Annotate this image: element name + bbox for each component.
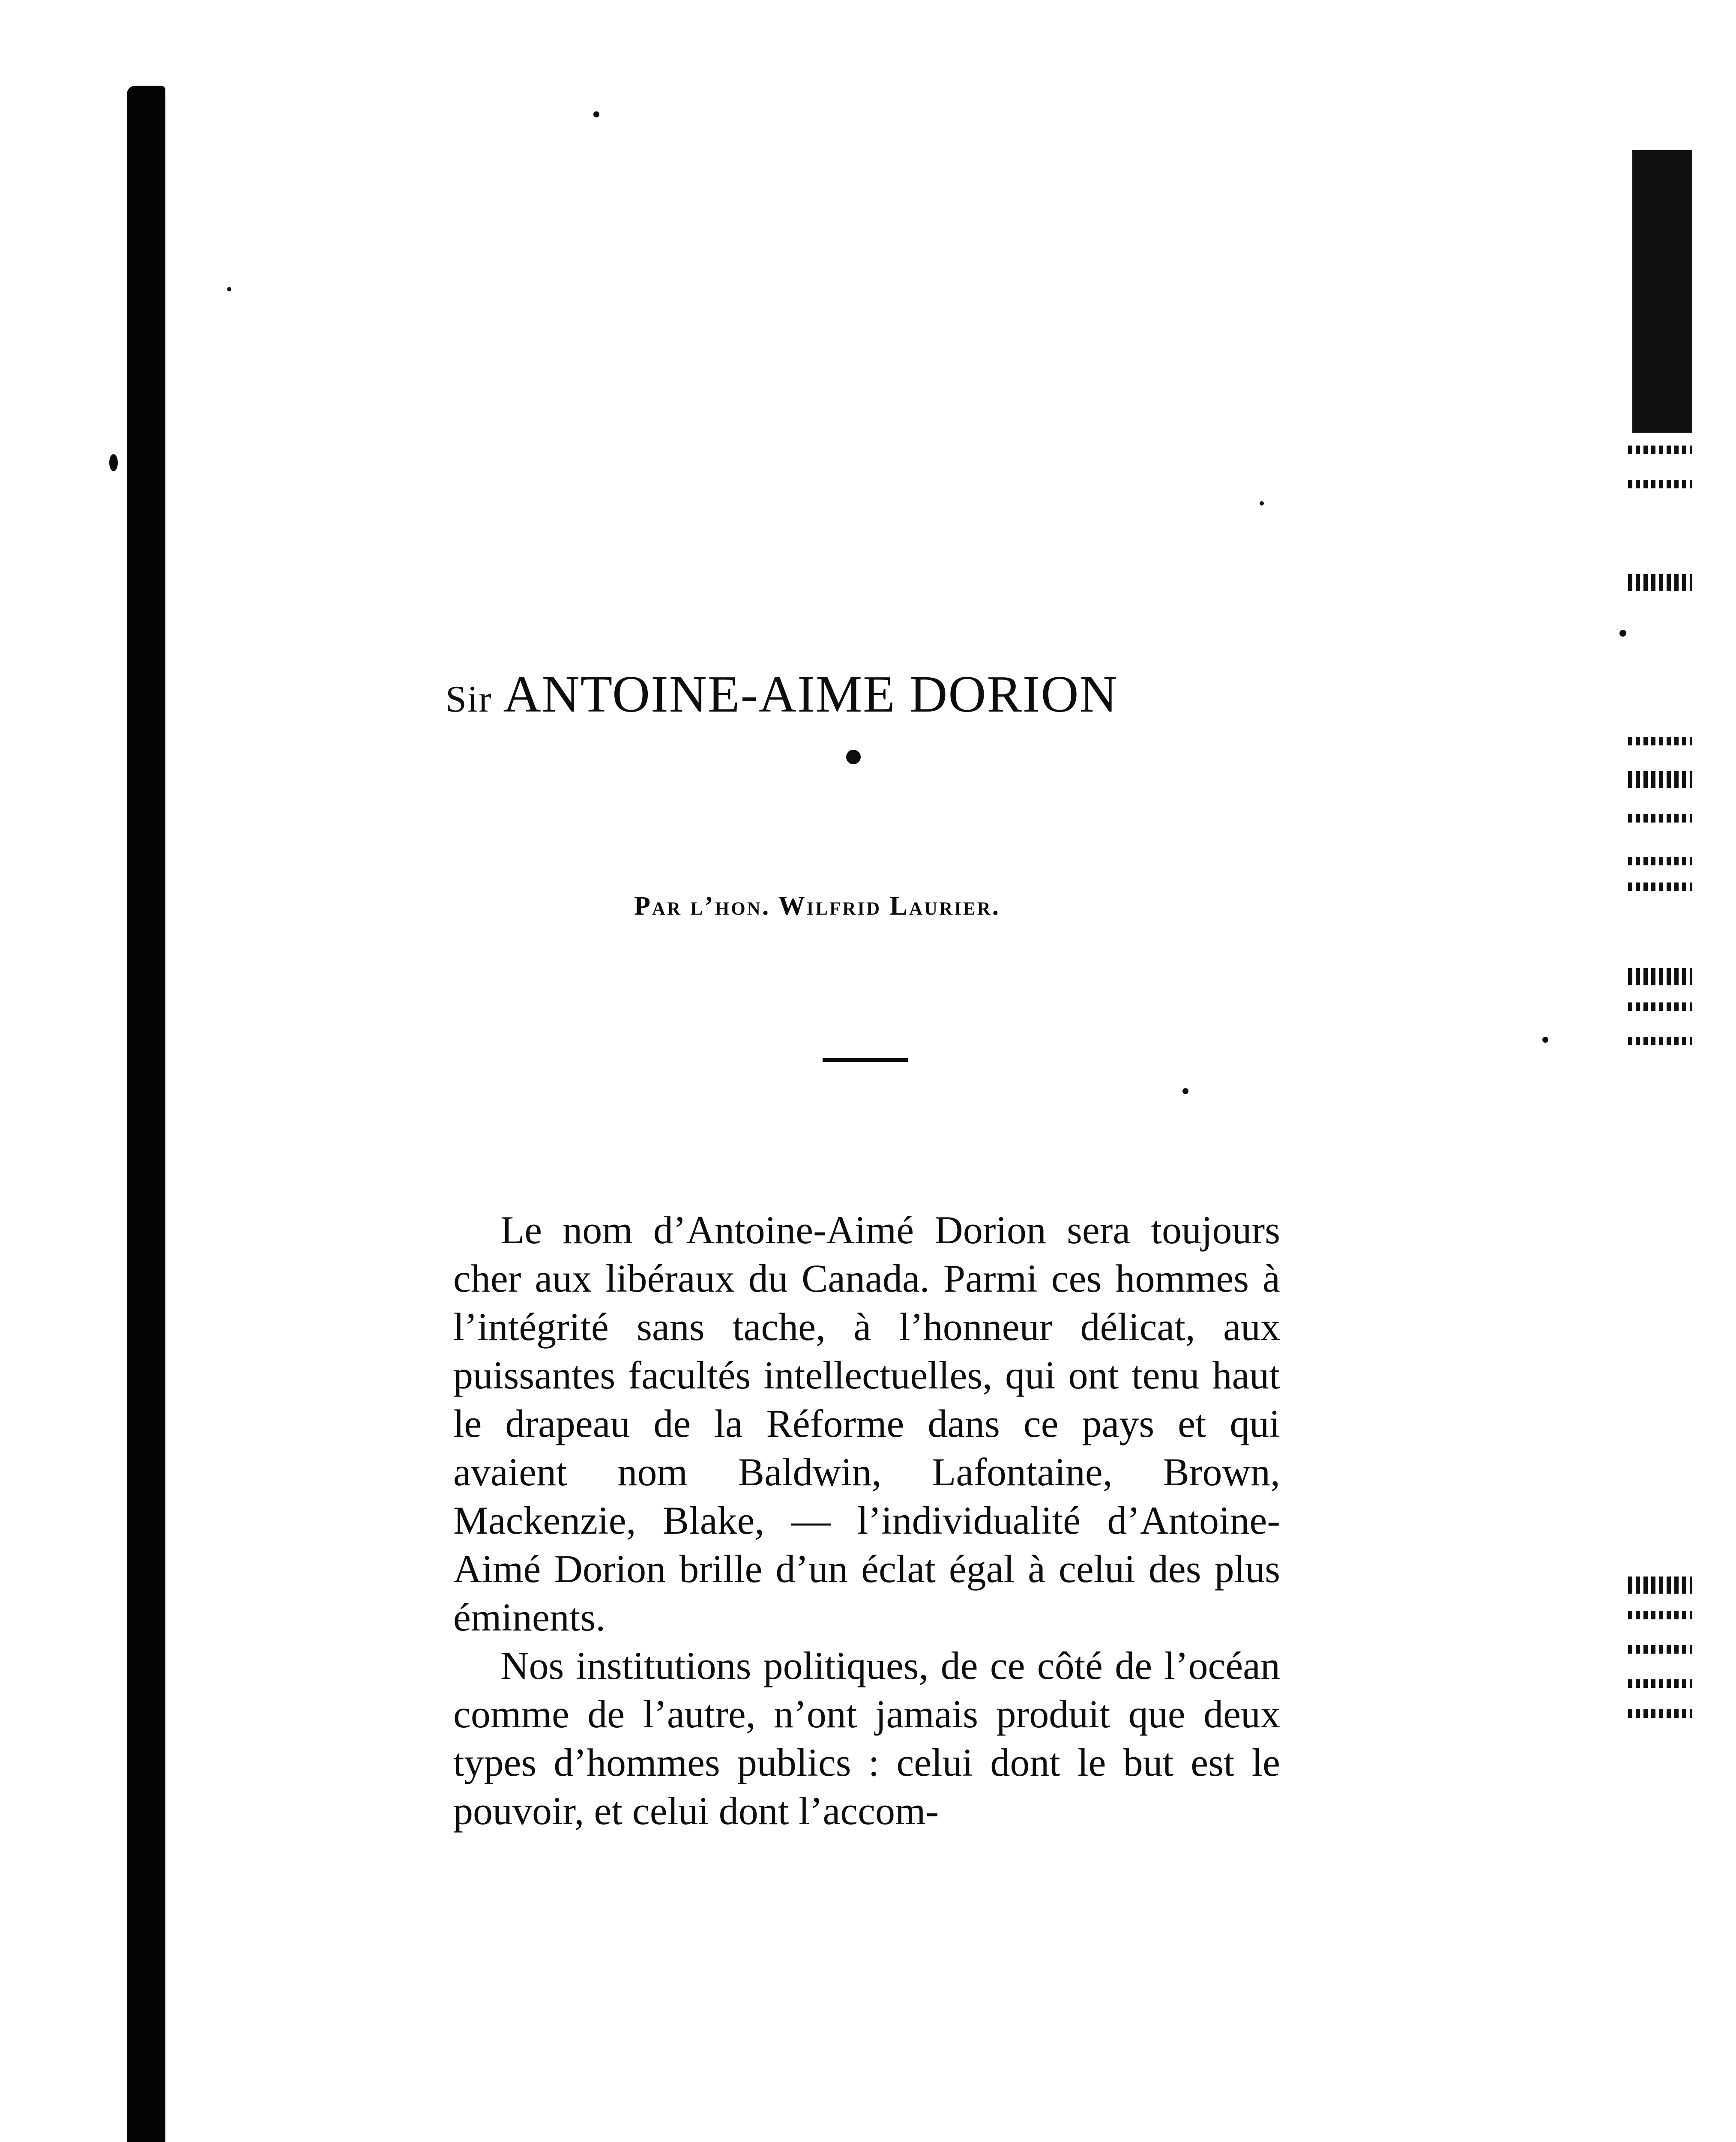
right-edge-marks — [1628, 771, 1692, 788]
right-edge-marks — [1628, 857, 1692, 865]
paragraph: Le nom d’Antoine-Aimé Dorion sera toujours cher aux libéraux du Canada. Parmi ces hommes à l’intégrité sans tache, à l’honneur délicat, aux puissantes facultés intellectuelles, qui ont tenu haut le drapeau de la Réforme dans ce pays et qui avaient nom Baldwin, Lafontaine, Brown, Mackenzie, Blake, — l’individualité d’Antoine-Aimé Dorion brille d’un éclat égal à celui des plus éminents. — [453, 1208, 1280, 1639]
right-edge-marks — [1628, 1679, 1692, 1688]
right-edge-marks — [1628, 883, 1692, 891]
right-edge-marks — [1628, 1577, 1692, 1594]
right-edge-marks — [1628, 1709, 1692, 1718]
right-edge-marks — [1628, 574, 1692, 591]
right-edge-marks — [1628, 968, 1692, 985]
paragraph: Nos institutions politiques, de ce côté de l’océan comme de l’autre, n’ont jamais produit que deux types d’hommes publics : celui dont le but est le pouvoir, et celui dont l’accom- — [453, 1644, 1280, 1833]
author-byline: Par l’hon. Wilfrid Laurier. — [634, 892, 1001, 921]
title-name: ANTOINE-AIME DORION — [503, 665, 1118, 723]
scan-speck — [1182, 1088, 1188, 1094]
section-rule — [823, 1058, 908, 1062]
right-edge-marks — [1628, 480, 1692, 488]
body-text — [453, 1206, 1280, 1835]
right-edge-marks — [1628, 1645, 1692, 1654]
right-edge-marks — [1628, 737, 1692, 745]
scan-speck — [227, 287, 231, 291]
scan-speck — [1619, 630, 1626, 637]
page-title — [446, 665, 1277, 723]
right-edge-marks — [1628, 1037, 1692, 1045]
right-page-edge-shadow — [1632, 150, 1692, 433]
spine-notch — [131, 930, 141, 955]
title-prefix: Sir — [446, 679, 492, 720]
scan-speck — [109, 454, 118, 471]
scan-speck — [593, 111, 599, 117]
scan-speck — [1542, 1037, 1548, 1043]
spine-notch — [129, 857, 146, 866]
right-edge-marks — [1628, 446, 1692, 454]
right-edge-marks — [1628, 814, 1692, 823]
spine-notch — [129, 1221, 146, 1230]
spine-notch — [129, 296, 146, 305]
left-page-edge-shadow — [127, 86, 165, 2142]
right-edge-marks — [1628, 1002, 1692, 1011]
scan-speck — [1260, 501, 1264, 506]
right-edge-marks — [1628, 1611, 1692, 1619]
title-ornament-dot — [846, 750, 861, 764]
